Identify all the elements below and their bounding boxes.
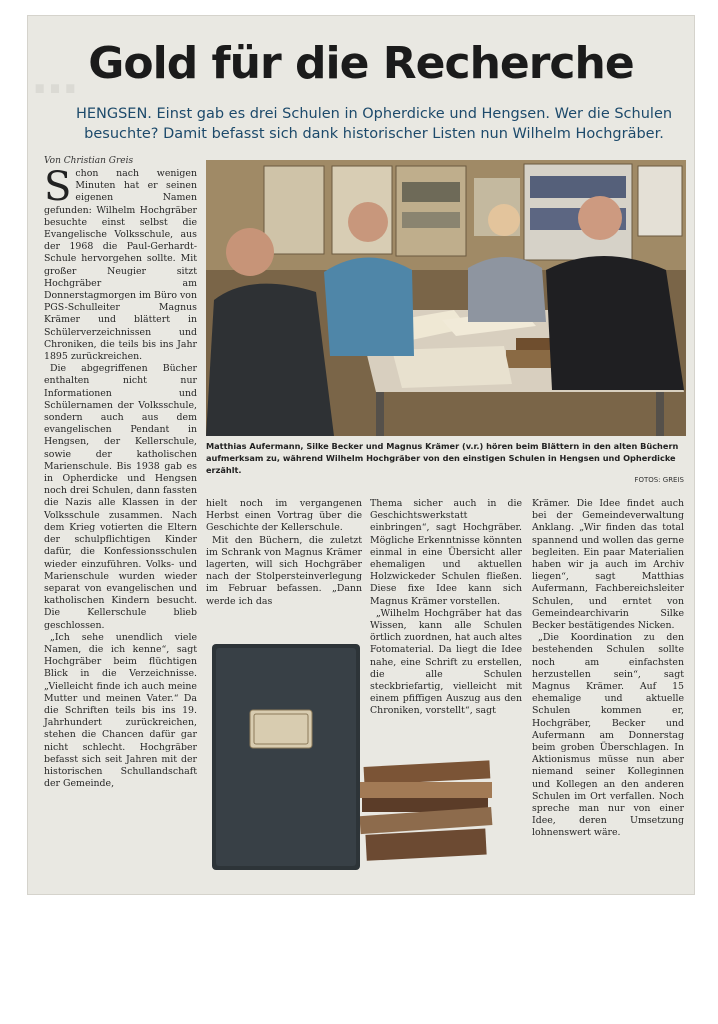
- photo-illustration: [206, 160, 686, 436]
- photo-caption: Matthias Aufermann, Silke Becker und Magnus Krämer (v.r.) hören beim Blättern in den alten Büchern aufmerksam zu, während Wilhelm Hochgräber von den einstigen Schulen in Hengsen und Opherdicke erzählt.: [206, 441, 679, 475]
- paragraph: chon nach wenigen Minuten hat er seinen eigenen Namen gefunden: Wilhelm Hochgräber besuchte einst selbst die Evangelische Volksschule, aus der 1968 die Paul-Gerhardt-Schule hervorgehen sollte. Mit großer Neugier sitzt Hochgräber am Donnerstagmorgen im Büro von PGS-Schulleiter Magnus Krämer und blättert in Schülerverzeichnissen und Chroniken, die teils bis ins Jahr 1895 zurückreichen.: [44, 168, 197, 363]
- paragraph: hielt noch im vergangenen Herbst einen Vortrag über die Geschichte der Kellerschule.: [206, 498, 362, 534]
- paragraph: „Die Koordination zu den bestehenden Schulen sollte noch am einfachsten herzustellen sein“, sagt Magnus Krämer. Auf 15 ehemalige und aktuelle Schulen kommen er, Hochgräber, Becker und Aufermann am Donnerstag beim groben Überschlagen. In Aktionismus müsse nun aber niemand seiner Kolleginnen und Kollegen an den anderen Schulen im Ort verfallen. Noch spreche man nur von einer Idee, deren Umsetzung lohnenswert wäre.: [532, 632, 684, 839]
- text-column-2: [206, 498, 362, 608]
- paragraph: „Ich sehe unendlich viele Namen, die ich kenne“, sagt Hochgräber beim flüchtigen Blick in die Verzeichnisse. „Vielleicht finde ich auch meine Mutter und meinen Vater.“ Da die Schriften teils bis ins 19. Jahrhundert zurückreichen, stehen die Chancen dafür gar nicht schlecht. Hochgräber befasst sich seit Jahren mit der historischen Schullandschaft der Gemeinde,: [44, 631, 197, 790]
- paragraph: Thema sicher auch in die Geschichtswerkstatt einbringen“, sagt Hochgräber. Mögliche Erkenntnisse könnten einmal in eine Übersicht aller ehemaligen und aktuellen Holzwickeder Schulen fließen. Diese fixe Idee kann sich Magnus Krämer vorstellen.: [370, 498, 522, 607]
- paragraph: Die abgegriffenen Bücher enthalten nicht nur Informationen und Schülernamen der Volksschule, sondern auch aus dem evangelischen Pendant in Hengsen, der Kellerschule, sowie der katholischen Marienschule. Bis 1938 gab es in Opherdicke und Hengsen noch drei Schulen, dann fassten die Nazis alle Klassen in der Volksschule zusammen. Nach dem Krieg votierten die Eltern der schulpflichtigen Kinder dafür, die Konfessionsschulen wieder einzuführen. Volks- und Marienschule wurden wieder separat von evangelischen und katholischen Kindern besucht. Die Kellerschule blieb geschlossen.: [44, 363, 197, 631]
- headline: Gold für die Recherche: [88, 38, 634, 89]
- text-column-4: [532, 498, 684, 840]
- main-photo: [206, 160, 686, 436]
- photo-credit: FOTOS: GREIS: [634, 476, 684, 484]
- byline: Von Christian Greis: [44, 156, 134, 166]
- books-illustration: [210, 644, 500, 872]
- books-photo: [210, 644, 500, 872]
- text-column-1: [44, 164, 197, 790]
- drop-cap: S: [44, 164, 72, 210]
- lead-paragraph: HENGSEN. Einst gab es drei Schulen in Opherdicke und Hengsen. Wer die Schulen besuchte? Damit befasst sich dank historischer Listen nun Wilhelm Hochgräber.: [75, 106, 673, 142]
- paragraph: Krämer. Die Idee findet auch bei der Gemeindeverwaltung Anklang. „Wir finden das total spannend und wollen das gerne begleiten. Ein paar Materialien haben wir ja auch im Archiv liegen“, sagt Matthias Aufermann, Fachbereichsleiter Schulen, und erntet von Gemeindearchivarin Silke Becker bestätigendes Nicken.: [532, 498, 684, 632]
- newspaper-clipping: [28, 16, 694, 894]
- paragraph: „Wilhelm Hochgräber hat das Wissen, kann alle Schulen örtlich zuordnen, hat auch altes Fotomaterial. Da liegt die Idee nahe, eine Schrift zu erstellen, die alle Schulen steckbriefartig, vielleicht mit einem pfiffigen Auszug aus den Chroniken, vorstellt“, sagt: [370, 607, 522, 717]
- bleed-through-text: …: [32, 50, 78, 104]
- paragraph: Mit den Büchern, die zuletzt im Schrank von Magnus Krämer lagerten, will sich Hochgräber nach der Stolpersteinverlegung im Februar befassen. „Dann werde ich das: [206, 534, 362, 607]
